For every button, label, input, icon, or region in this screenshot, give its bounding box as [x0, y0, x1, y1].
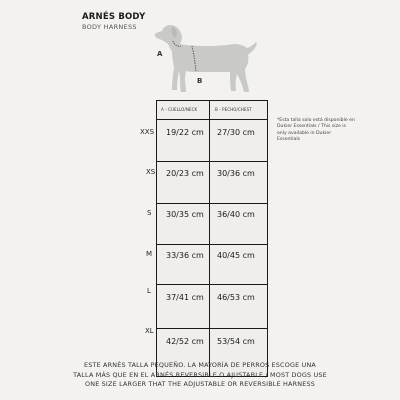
neck-value: 42/52 cm [166, 337, 204, 346]
neck-value: 20/23 cm [166, 169, 204, 178]
chest-value: 46/53 cm [217, 293, 255, 302]
size-table [156, 100, 268, 377]
column-header-chest: B - PECHO/CHEST [215, 107, 252, 112]
sizing-advice-line: ONE SIZE LARGER THAT THE ADJUSTABLE OR REVERSIBLE HARNESS [85, 380, 315, 388]
chest-marker-label: B [197, 77, 203, 85]
neck-marker-label: A [157, 50, 163, 58]
column-header-neck: A - CUELLO/NECK [161, 107, 198, 112]
row-divider [157, 328, 267, 329]
row-divider [157, 161, 267, 162]
dog-silhouette-icon [148, 22, 263, 97]
neck-value: 37/41 cm [166, 293, 204, 302]
chest-value: 53/54 cm [217, 337, 255, 346]
row-divider [157, 284, 267, 285]
size-label-l: L [147, 287, 151, 295]
size-label-m: M [146, 250, 153, 258]
page-subtitle: BODY HARNESS [82, 23, 137, 31]
sizing-advice [40, 361, 360, 390]
row-divider [157, 203, 267, 204]
column-divider [209, 101, 210, 376]
neck-value: 30/35 cm [166, 210, 204, 219]
chest-value: 30/36 cm [217, 169, 255, 178]
sizing-advice-line: ESTE ARNÉS TALLA PEQUEÑO. LA MAYORÍA DE PERROS ESCOGE UNA [83, 361, 316, 369]
size-label-s: S [147, 209, 152, 217]
table-header [157, 101, 267, 120]
chest-value: 40/45 cm [217, 251, 255, 260]
size-label-xs: XS [146, 168, 156, 176]
size-label-xl: XL [145, 327, 154, 335]
neck-value: 33/36 cm [166, 251, 204, 260]
availability-note: *Esta talla solo está disponible en Dukier Essentials / This size is only available in Dukier Essentials [277, 118, 355, 143]
chest-value: 27/30 cm [217, 128, 255, 137]
chest-value: 36/40 cm [217, 210, 255, 219]
sizing-advice-line: TALLA MÁS QUE EN EL ARNÉS REVERSIBLE O AJUSTABLE / MOST DOGS USE [73, 370, 327, 379]
neck-value: 19/22 cm [166, 128, 204, 137]
row-divider [157, 244, 267, 245]
page-title: ARNÉS BODY [82, 12, 146, 22]
size-label-xxs: XXS [140, 128, 155, 136]
